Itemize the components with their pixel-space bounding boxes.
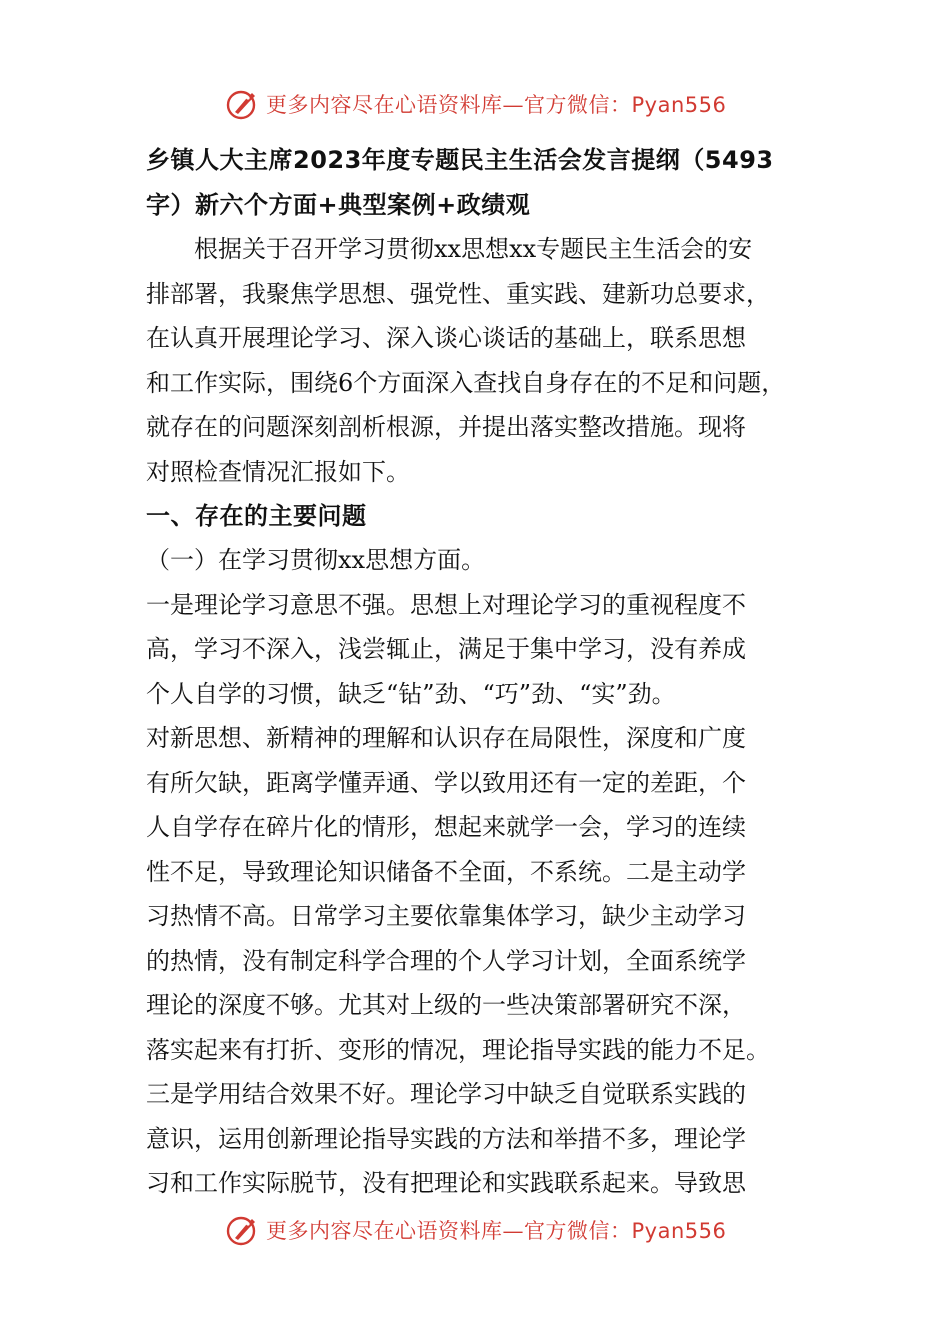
text-line: （一）在学习贯彻xx思想方面。	[146, 546, 486, 574]
watermark-handle: Pyan556	[631, 93, 727, 117]
title-line: 字）新六个方面+典型案例+政绩观	[146, 190, 531, 219]
text-line: 习和工作实际脱节，没有把理论和实践联系起来。导致思	[146, 1169, 746, 1197]
text-line: 理论的深度不够。尤其对上级的一些决策部署研究不深，	[146, 991, 746, 1019]
text-line: 对新思想、新精神的理解和认识存在局限性，深度和广度	[146, 724, 746, 752]
text-line: 性不足，导致理论知识储备不全面，不系统。二是主动学	[146, 857, 746, 886]
section-heading: 一、存在的主要问题	[146, 502, 367, 530]
text-line: 人自学存在碎片化的情形，想起来就学一会，学习的连续	[146, 813, 746, 841]
header-watermark	[226, 84, 726, 124]
text-line: 对照检查情况汇报如下。	[146, 457, 410, 486]
text-line: 个人自学的习惯，缺乏“钻”劲、“巧”劲、“实”劲。	[146, 679, 676, 708]
document-title	[146, 138, 786, 227]
text-line: 有所欠缺，距离学懂弄通、学以致用还有一定的差距，个	[146, 768, 746, 797]
text-line: 根据关于召开学习贯彻xx思想xx专题民主生活会的安	[194, 235, 753, 263]
pen-nib-icon	[226, 87, 260, 121]
text-line: 意识，运用创新理论指导实践的方法和举措不多，理论学	[146, 1124, 746, 1153]
document-body	[146, 138, 826, 1206]
text-line: 三是学用结合效果不好。理论学习中缺乏自觉联系实践的	[146, 1080, 746, 1108]
text-line: 在认真开展理论学习、深入谈心谈话的基础上，联系思想	[146, 324, 746, 352]
footer-watermark	[226, 1210, 726, 1250]
watermark-text: 更多内容尽在心语资料库—官方微信：Pyan556	[266, 93, 727, 117]
text-line: 和工作实际，围绕6个方面深入查找自身存在的不足和问题，	[146, 368, 786, 397]
subsection-heading	[146, 538, 826, 583]
pen-nib-icon	[226, 1213, 260, 1247]
text-line: 一是理论学习意思不强。思想上对理论学习的重视程度不	[146, 590, 746, 619]
text-line: 的热情，没有制定科学合理的个人学习计划，全面系统学	[146, 946, 746, 975]
text-line: 习热情不高。日常学习主要依靠集体学习，缺少主动学习	[146, 902, 746, 930]
text-line: 落实起来有打折、变形的情况，理论指导实践的能力不足。	[146, 1035, 770, 1064]
text-line: 就存在的问题深刻剖析根源，并提出落实整改措施。现将	[146, 413, 746, 441]
watermark-handle: Pyan556	[631, 1219, 727, 1243]
watermark-text: 更多内容尽在心语资料库—官方微信：Pyan556	[266, 1219, 727, 1243]
text-line: 排部署，我聚焦学思想、强党性、重实践、建新功总要求，	[146, 279, 770, 308]
title-line: 乡镇人大主席2023年度专题民主生活会发言提纲（5493	[146, 146, 774, 174]
body-paragraph	[146, 583, 826, 1206]
text-line: 高，学习不深入，浅尝辄止，满足于集中学习，没有养成	[146, 635, 746, 663]
intro-paragraph	[146, 227, 826, 494]
